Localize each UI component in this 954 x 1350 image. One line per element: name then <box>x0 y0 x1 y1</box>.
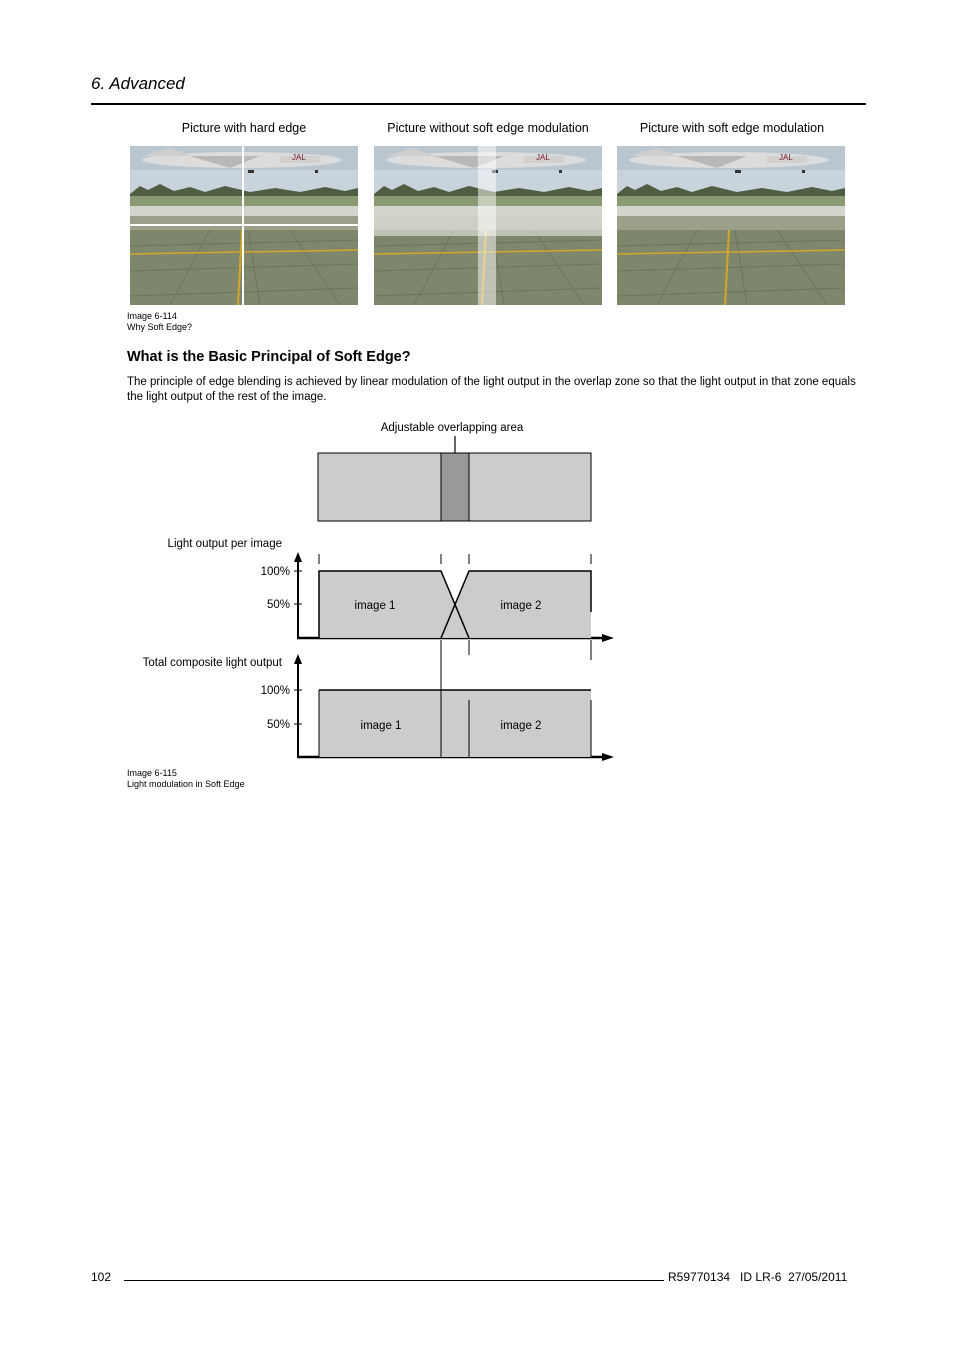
document-id: R59770134 ID LR-6 27/05/2011 <box>668 1270 848 1284</box>
section-paragraph: The principle of edge blending is achieved by linear modulation of the light output in the overlap zone so that the light output in that zone equals the light output of the rest of the image. <box>127 376 856 403</box>
chart2-label: Total composite light output <box>142 657 282 669</box>
overlap-area-label: Adjustable overlapping area <box>380 422 524 434</box>
chart1-image2-label: image 2 <box>500 600 542 612</box>
soft-edge-diagram <box>0 410 954 770</box>
panel-label-soft-edge: Picture with soft edge modulation <box>639 121 825 135</box>
photo-without-modulation <box>374 146 602 305</box>
chart1-tick-label-100: 100% <box>260 566 290 578</box>
header-rule <box>91 103 866 105</box>
figure2-caption-number: Image 6-115 <box>127 768 177 778</box>
figure1-caption-text: Why Soft Edge? <box>127 322 193 332</box>
chart1-image1-label: image 1 <box>354 600 396 612</box>
figure2-caption <box>127 768 245 790</box>
chart1-tick-label-50: 50% <box>266 599 290 611</box>
panel-label-no-modulation: Picture without soft edge modulation <box>387 121 589 135</box>
chart2-y-arrowhead <box>294 654 302 664</box>
figure1-caption <box>127 311 192 333</box>
chart2-image1-label: image 1 <box>360 720 402 732</box>
chapter-title: 6. Advanced <box>91 74 185 93</box>
figure2-caption-text: Light modulation in Soft Edge <box>127 779 245 789</box>
section-heading: What is the Basic Principal of Soft Edge? <box>127 349 411 365</box>
chart2-image2-label: image 2 <box>500 720 542 732</box>
chart2-tick-label-100: 100% <box>260 685 290 697</box>
footer-rule <box>124 1280 664 1281</box>
page-number: 102 <box>91 1270 112 1284</box>
photo-with-soft-edge <box>617 146 845 305</box>
chart1-x-arrowhead <box>602 634 614 642</box>
figure1-caption-number: Image 6-114 <box>127 311 177 321</box>
chart1-label: Light output per image <box>167 538 282 550</box>
overlap-zone <box>441 453 469 521</box>
chart2-x-arrowhead <box>602 753 614 761</box>
panel-label-hard-edge: Picture with hard edge <box>181 121 307 135</box>
chart1-y-arrowhead <box>294 552 302 562</box>
chart2-tick-label-50: 50% <box>266 719 290 731</box>
photo-hard-edge <box>130 146 358 305</box>
